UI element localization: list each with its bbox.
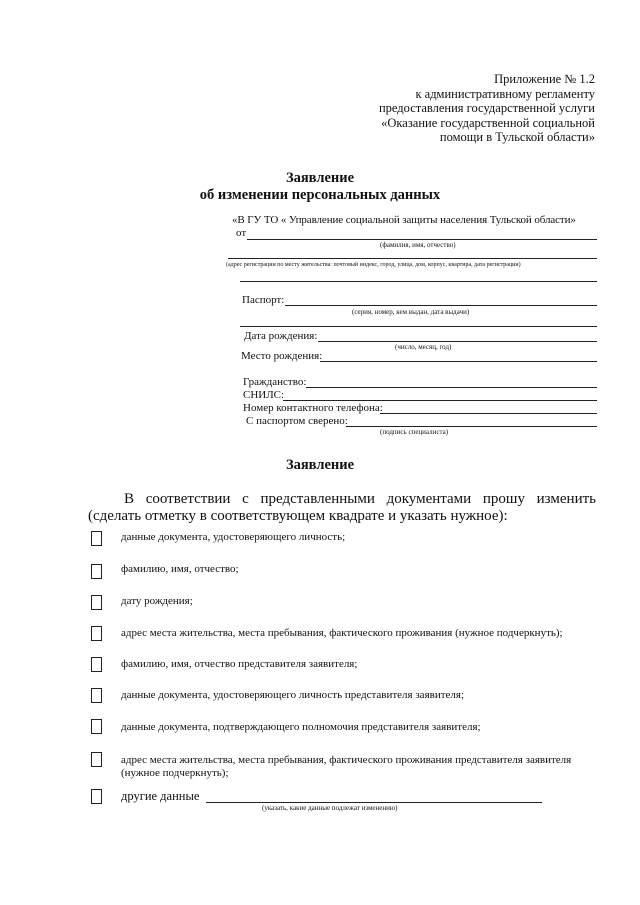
checkbox-address[interactable] [91, 626, 102, 641]
address-field-2[interactable] [240, 281, 597, 282]
other-data-label: другие данные [121, 789, 200, 803]
item-full-name: фамилию, имя, отчество; [121, 563, 239, 575]
annex-line-5: помощи в Тульской области» [439, 130, 595, 144]
item-address: адрес места жительства, места пребывания, фактического проживания (нужное подчеркнуть); [121, 627, 563, 639]
annex-line-4: «Оказание государственной социальной [381, 115, 595, 130]
birthdate-caption: (число, месяц, год) [395, 343, 452, 351]
verified-label: С паспортом сверено: [246, 415, 348, 427]
item-identity-document: данные документа, удостоверяющего личность; [121, 531, 346, 543]
checkbox-representative-name[interactable] [91, 657, 102, 672]
address-field[interactable] [228, 258, 597, 259]
passport-label: Паспорт: [242, 294, 285, 306]
address-caption: (адрес регистрации по месту жительства: почтовый индекс, город, улица, дом, корпус, квартира, дата регистрации) [226, 262, 521, 268]
checkbox-representative-address[interactable] [91, 752, 102, 767]
citizenship-field[interactable] [306, 387, 597, 388]
fio-field[interactable] [247, 239, 597, 240]
birthdate-label: Дата рождения: [244, 330, 318, 342]
checkbox-representative-identity[interactable] [91, 688, 102, 703]
birthplace-field[interactable] [320, 361, 597, 362]
annex-line-1: Приложение № 1.2 [494, 72, 595, 86]
checkbox-birth-date[interactable] [91, 595, 102, 610]
item-representative-name: фамилию, имя, отчество представителя заявителя; [121, 658, 358, 670]
phone-field[interactable] [380, 413, 597, 414]
passport-field[interactable] [285, 305, 597, 306]
from-label: от [236, 227, 247, 239]
document-title: Заявление [285, 170, 355, 186]
other-data-field[interactable] [206, 802, 542, 803]
verified-signature-field[interactable] [346, 426, 597, 427]
other-data-caption: (указать, какие данные подлежат изменению) [262, 804, 398, 812]
fio-caption: (фамилия, имя, отчество) [380, 241, 456, 249]
snils-label: СНИЛС: [243, 389, 285, 401]
checkbox-representative-authority[interactable] [91, 719, 102, 734]
phone-label: Номер контактного телефона: [243, 402, 383, 414]
annex-block [275, 72, 595, 145]
annex-line-3: предоставления государственной услуги [378, 101, 595, 115]
item-birth-date: дату рождения; [121, 595, 193, 607]
statement-heading: Заявление [285, 457, 355, 473]
document-subtitle: об изменении персональных данных [199, 187, 441, 203]
statement-intro: В соответствии с представленными документами прошу изменить (сделать отметку в соответствующем квадрате и указать нужное): [88, 491, 596, 524]
birthdate-field[interactable] [318, 341, 597, 342]
passport-caption: (серия, номер, кем выдан, дата выдачи) [352, 308, 470, 316]
snils-field[interactable] [283, 400, 597, 401]
passport-field-2[interactable] [240, 326, 597, 327]
item-representative-authority: данные документа, подтверждающего полномочия представителя заявителя; [121, 721, 481, 733]
checkbox-other-data[interactable] [91, 789, 102, 804]
addressee-line: «В ГУ ТО « Управление социальной защиты населения Тульской области» [232, 214, 576, 226]
verified-caption: (подпись специалиста) [380, 428, 449, 436]
checkbox-identity-document[interactable] [91, 531, 102, 546]
citizenship-label: Гражданство: [243, 376, 307, 388]
birthplace-label: Место рождения: [241, 350, 323, 362]
checkbox-full-name[interactable] [91, 564, 102, 579]
item-representative-identity: данные документа, удостоверяющего личность представителя заявителя; [121, 689, 465, 701]
annex-line-2: к административному регламенту [415, 86, 595, 101]
item-representative-address: адрес места жительства, места пребывания, фактического проживания представителя заявителя (нужное подчеркнуть); [121, 754, 572, 779]
